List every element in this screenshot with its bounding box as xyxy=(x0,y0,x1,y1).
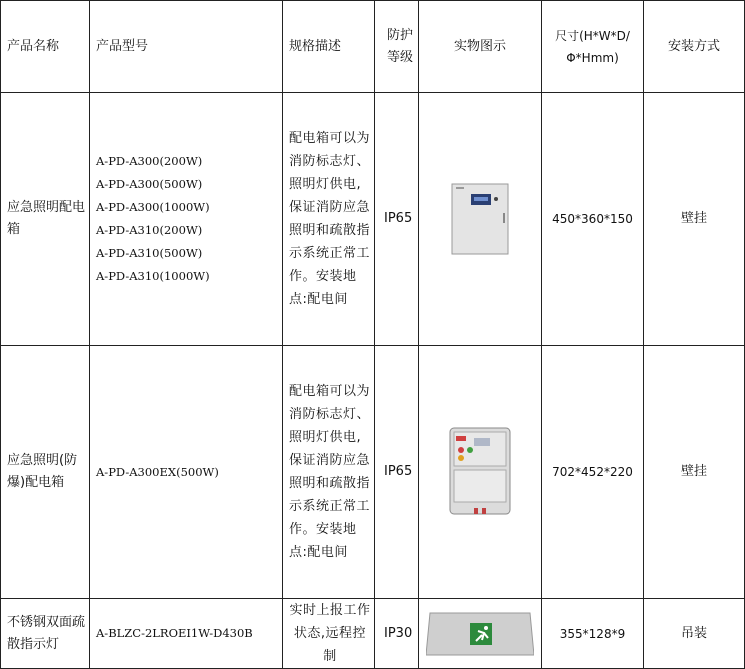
model-item: A-BLZC-2LROEI1W-D430B xyxy=(96,626,253,640)
spec-description: 实时上报工作状态,远程控制 xyxy=(283,599,375,669)
ip-rating: IP30 xyxy=(375,599,419,669)
model-list xyxy=(90,346,283,599)
model-item: A-PD-A310(200W) xyxy=(96,223,203,237)
model-list xyxy=(90,93,283,346)
product-name: 不锈钢双面疏散指示灯 xyxy=(1,599,90,669)
product-name: 应急照明(防爆)配电箱 xyxy=(1,346,90,599)
install-method: 壁挂 xyxy=(644,346,745,599)
model-item: A-PD-A300(500W) xyxy=(96,177,203,191)
ip-rating: IP65 xyxy=(375,346,419,599)
header-size: 尺寸(H*W*D/Φ*Hmm) xyxy=(542,1,644,93)
header-spec: 规格描述 xyxy=(283,1,375,93)
dimensions: 702*452*220 xyxy=(542,346,644,599)
header-model: 产品型号 xyxy=(90,1,283,93)
photo-cell xyxy=(419,346,542,599)
dimensions: 355*128*9 xyxy=(542,599,644,669)
install-method: 吊装 xyxy=(644,599,745,669)
model-item: A-PD-A310(500W) xyxy=(96,246,203,260)
spec-description: 配电箱可以为消防标志灯、照明灯供电,保证消防应急照明和疏散指示系统正常工作。安装地点:配电间 xyxy=(283,93,375,346)
table-row xyxy=(1,93,745,346)
dimensions: 450*360*150 xyxy=(542,93,644,346)
header-row xyxy=(1,1,745,93)
header-photo: 实物图示 xyxy=(419,1,542,93)
exit-sign-image xyxy=(426,611,534,657)
model-item: A-PD-A300EX(500W) xyxy=(96,464,219,479)
header-name: 产品名称 xyxy=(1,1,90,93)
header-install: 安装方式 xyxy=(644,1,745,93)
model-item: A-PD-A300(200W) xyxy=(96,154,203,168)
table-row xyxy=(1,599,745,669)
header-ip: 防护等级 xyxy=(375,1,419,93)
distribution-box-image xyxy=(451,183,509,255)
photo-cell xyxy=(419,93,542,346)
ip-rating: IP65 xyxy=(375,93,419,346)
model-item: A-PD-A300(1000W) xyxy=(96,200,210,214)
spec-description: 配电箱可以为消防标志灯、照明灯供电,保证消防应急照明和疏散指示系统正常工作。安装地点:配电间 xyxy=(283,346,375,599)
product-name: 应急照明配电箱 xyxy=(1,93,90,346)
model-item: A-PD-A310(1000W) xyxy=(96,269,210,283)
table-row xyxy=(1,346,745,599)
explosion-proof-box-image xyxy=(448,426,512,518)
model-list xyxy=(90,599,283,669)
photo-cell xyxy=(419,599,542,669)
install-method: 壁挂 xyxy=(644,93,745,346)
